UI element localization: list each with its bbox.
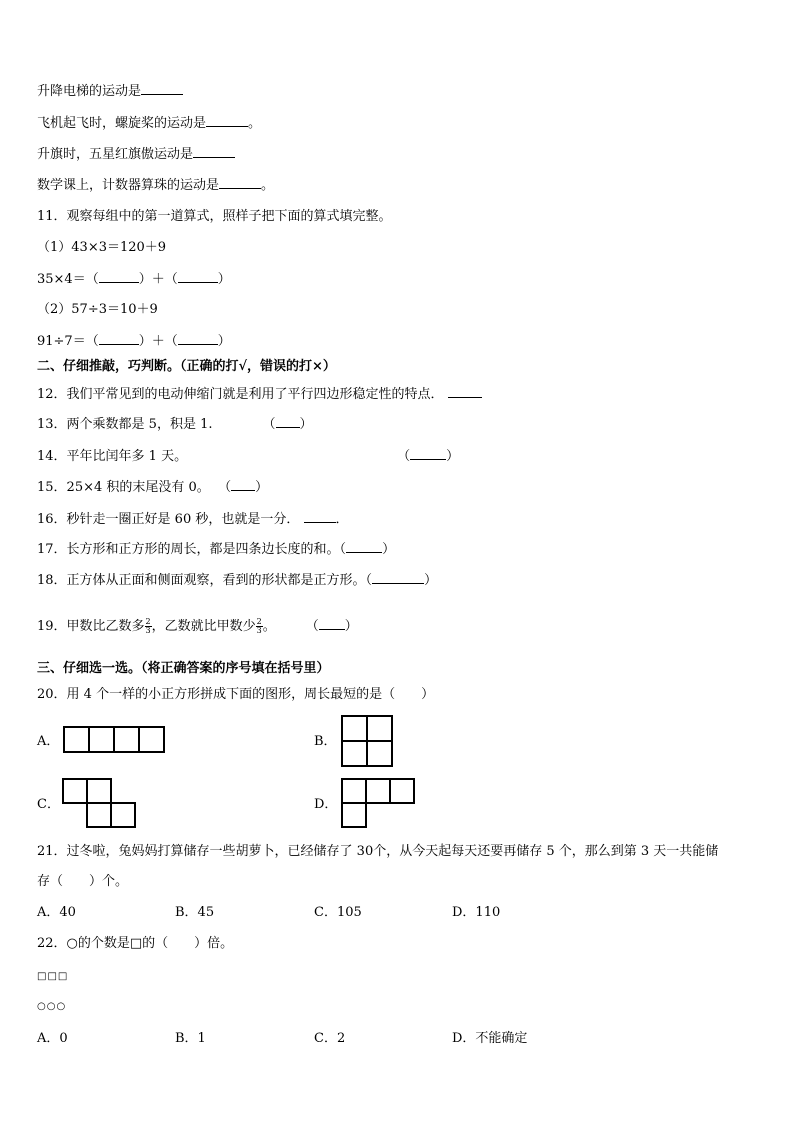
- q20-shape-b: [341, 715, 393, 767]
- answer-blank[interactable]: [319, 617, 345, 630]
- q16: 16．秒针走一圈正好是 60 秒，也就是一分． ．: [37, 512, 349, 527]
- q17: 17．长方形和正方形的周长，都是四条边长度的和。（ ）: [37, 542, 396, 557]
- q20-shape-a: [63, 726, 165, 753]
- q11-line-1: 35×4＝（ ）＋（ ）: [37, 272, 231, 287]
- q20: 20．用 4 个一样的小正方形拼成下面的图形，周长最短的是（ ）: [37, 687, 435, 702]
- answer-blank[interactable]: [372, 571, 424, 584]
- fill-line-flag: 升旗时，五星红旗傲运动是: [37, 145, 235, 164]
- answer-blank[interactable]: [304, 510, 336, 523]
- q22-option-a[interactable]: A．0: [37, 1031, 68, 1046]
- q11-line-2: 91÷7＝（ ）＋（ ）: [37, 334, 231, 349]
- section-2-heading: 二、仔细推敲，巧判断。（正确的打√，错误的打×）: [37, 359, 336, 374]
- q13: 13．两个乘数都是 5，积是 1. （ ）: [37, 417, 313, 432]
- q22-option-d[interactable]: D．不能确定: [452, 1031, 528, 1046]
- q21-line-2: 存（ ）个。: [37, 874, 129, 889]
- q11-example-2: （2）57÷3＝10＋9: [37, 302, 158, 317]
- answer-blank[interactable]: [410, 447, 446, 460]
- fill-line-propeller: 飞机起飞时，螺旋桨的运动是 。: [37, 116, 262, 131]
- section-3-heading: 三、仔细选一选。（将正确答案的序号填在括号里）: [37, 661, 330, 676]
- q22-circles: ○○○: [37, 1001, 67, 1012]
- answer-blank[interactable]: [193, 145, 235, 158]
- q20-option-c-label[interactable]: C．: [37, 797, 60, 812]
- answer-blank[interactable]: [206, 114, 248, 127]
- answer-blank[interactable]: [99, 270, 139, 283]
- q21-option-b[interactable]: B．45: [175, 905, 215, 920]
- answer-blank[interactable]: [276, 415, 300, 428]
- q22-squares: □□□: [37, 971, 69, 982]
- answer-blank[interactable]: [219, 176, 261, 189]
- answer-blank[interactable]: [178, 332, 218, 345]
- q11-title: 11．观察每组中的第一道算式，照样子把下面的算式填完整。: [37, 209, 392, 224]
- q18: 18．正方体从正面和侧面观察，看到的形状都是正方形。（ ）: [37, 573, 438, 588]
- q22: 22．○的个数是□的（ ）倍。: [37, 936, 234, 951]
- q22-option-c[interactable]: C．2: [314, 1031, 346, 1046]
- fraction-two-thirds: $\frac{2}{3}$: [256, 617, 262, 635]
- q21-option-a[interactable]: A．40: [37, 905, 76, 920]
- answer-blank[interactable]: [99, 332, 139, 345]
- q21-option-d[interactable]: D．110: [452, 905, 501, 920]
- q12: 12．我们平常见到的电动伸缩门就是利用了平行四边形稳定性的特点．: [37, 385, 482, 404]
- fraction-two-thirds: $\frac{2}{3}$: [145, 617, 151, 635]
- fill-line-abacus: 数学课上，计数器算珠的运动是 。: [37, 178, 275, 193]
- q15: 15．25×4 积的末尾没有 0。 （ ）: [37, 480, 269, 495]
- q19: 19．甲数比乙数多 $\frac{2}{3}$ ，乙数就比甲数少 $\frac{2}{3}$ 。 （ ）: [37, 617, 358, 635]
- q20-option-d-label[interactable]: D．: [314, 797, 338, 812]
- answer-blank[interactable]: [346, 540, 382, 553]
- q20-shape-d: [341, 778, 415, 828]
- q20-shape-c: [62, 778, 136, 830]
- answer-blank[interactable]: [178, 270, 218, 283]
- answer-blank[interactable]: [448, 385, 482, 398]
- answer-blank[interactable]: [141, 82, 183, 95]
- q14: 14．平年比闰年多 1 天。 （ ）: [37, 449, 460, 464]
- q21-line-1: 21．过冬啦，兔妈妈打算储存一些胡萝卜，已经储存了 30个，从今天起每天还要再储存 5 个，那么到第 3 天一共能储: [37, 844, 719, 859]
- answer-blank[interactable]: [231, 478, 255, 491]
- q20-option-a-label[interactable]: A．: [37, 734, 60, 749]
- q11-example-1: （1）43×3＝120＋9: [37, 240, 167, 255]
- q22-option-b[interactable]: B．1: [175, 1031, 206, 1046]
- q21-option-c[interactable]: C．105: [314, 905, 362, 920]
- fill-line-elevator: 升降电梯的运动是: [37, 82, 183, 101]
- q20-option-b-label[interactable]: B．: [314, 734, 337, 749]
